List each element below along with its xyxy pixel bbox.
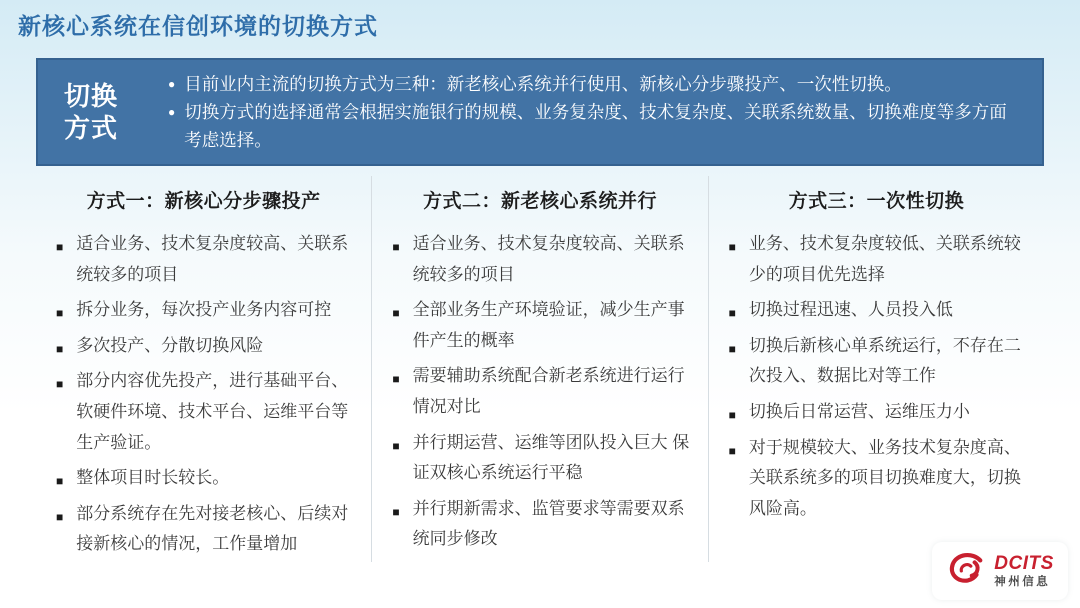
- banner-bullet-item: [168, 70, 1014, 98]
- list-item-text: 业务、技术复杂度较低、关联系统较少的项目优先选择: [748, 234, 1021, 284]
- banner-bullet-list: [168, 70, 1042, 154]
- list-item-text: 多次投产、分散切换风险: [76, 335, 264, 355]
- square-bullet-icon: ■: [56, 474, 64, 489]
- square-bullet-icon: ■: [392, 372, 400, 387]
- column-3-header: 方式三：一次性切换: [788, 191, 965, 212]
- dcits-logo: [932, 542, 1068, 600]
- page-title: 新核心系统在信创环境的切换方式: [18, 13, 378, 39]
- list-item: [56, 331, 353, 362]
- square-bullet-icon: ■: [392, 240, 400, 254]
- list-item: [392, 361, 689, 422]
- list-item: [56, 366, 353, 458]
- square-bullet-icon: ■: [392, 438, 400, 453]
- circle-bullet-icon: ●: [168, 105, 176, 119]
- banner-label: [38, 80, 168, 145]
- list-item-text: 整体项目时长较长。: [76, 468, 230, 488]
- column-3-list: [727, 229, 1026, 524]
- list-item-text: 部分系统存在先对接老核心、后续对接新核心的情况，工作量增加: [76, 503, 349, 554]
- list-item: [56, 295, 353, 326]
- column-2-list: [390, 229, 689, 555]
- list-item-text: 切换过程迅速、人员投入低: [748, 300, 953, 320]
- list-item-text: 切换后新核心单系统运行，不存在二次投入、数据比对等工作: [748, 335, 1021, 386]
- square-bullet-icon: ■: [56, 377, 64, 392]
- list-item-text: 并行期新需求、监管要求等需要双系统同步修改: [412, 498, 685, 549]
- square-bullet-icon: ■: [728, 240, 736, 254]
- list-item: [729, 331, 1026, 392]
- square-bullet-icon: ■: [56, 341, 64, 356]
- list-item-text: 对于规模较大、业务技术复杂度高、关联系统多的项目切换难度大，切换风险高。: [748, 437, 1021, 518]
- list-item-text: 并行期运营、运维等团队投入巨大 保证双核心系统运行平稳: [412, 432, 690, 483]
- list-item: [56, 229, 353, 290]
- list-item-text: 适合业务、技术复杂度较高、关联系统较多的项目: [76, 234, 349, 284]
- column-method-1: [36, 176, 371, 562]
- banner-bullet-text: 切换方式的选择通常会根据实施银行的规模、业务复杂度、技术复杂度、关联系统数量、切换难度等多方面考虑选择。: [184, 102, 1007, 150]
- method-columns: [36, 176, 1044, 562]
- column-method-3: [709, 176, 1044, 562]
- list-item: [729, 295, 1026, 326]
- list-item: [392, 494, 689, 555]
- list-item-text: 全部业务生产环境验证，减少生产事件产生的概率: [412, 300, 685, 350]
- dcits-logo-text: [994, 554, 1054, 588]
- column-method-2: [371, 176, 708, 562]
- list-item: [729, 433, 1026, 525]
- column-1-header: 方式一：新核心分步骤投产: [86, 191, 321, 212]
- column-2-header: 方式二：新老核心系统并行: [422, 191, 657, 212]
- list-item: [56, 499, 353, 560]
- square-bullet-icon: ■: [392, 504, 400, 519]
- square-bullet-icon: ■: [728, 443, 736, 458]
- square-bullet-icon: ■: [392, 306, 400, 321]
- list-item-text: 部分内容优先投产，进行基础平台、软硬件环境、技术平台、运维平台等生产验证。: [76, 371, 349, 452]
- list-item: [729, 229, 1026, 290]
- switch-method-banner: [36, 58, 1044, 166]
- dcits-logo-name: DCITS: [994, 553, 1054, 574]
- banner-label-line1: 切换: [64, 80, 119, 111]
- list-item: [392, 428, 689, 489]
- circle-bullet-icon: ●: [168, 77, 176, 91]
- list-item: [56, 463, 353, 494]
- list-item-text: 适合业务、技术复杂度较高、关联系统较多的项目: [412, 234, 685, 284]
- banner-bullet-text: 目前业内主流的切换方式为三种：新老核心系统并行使用、新核心分步骤投产、一次性切换。: [184, 74, 902, 94]
- list-item: [729, 397, 1026, 428]
- banner-bullet-item: [168, 98, 1014, 154]
- square-bullet-icon: ■: [728, 407, 736, 422]
- list-item: [392, 229, 689, 290]
- square-bullet-icon: ■: [56, 306, 64, 321]
- square-bullet-icon: ■: [728, 341, 736, 356]
- list-item: [392, 295, 689, 356]
- dcits-swirl-icon: [946, 550, 988, 593]
- dcits-logo-subtitle: 神州信息: [994, 575, 1051, 588]
- square-bullet-icon: ■: [56, 240, 64, 254]
- column-1-list: [54, 229, 353, 560]
- list-item-text: 切换后日常运营、运维压力小: [748, 401, 970, 421]
- square-bullet-icon: ■: [728, 306, 736, 321]
- list-item-text: 需要辅助系统配合新老系统进行运行情况对比: [412, 366, 685, 416]
- banner-label-line2: 方式: [64, 113, 119, 143]
- list-item-text: 拆分业务，每次投产业务内容可控: [76, 300, 332, 320]
- square-bullet-icon: ■: [56, 509, 64, 524]
